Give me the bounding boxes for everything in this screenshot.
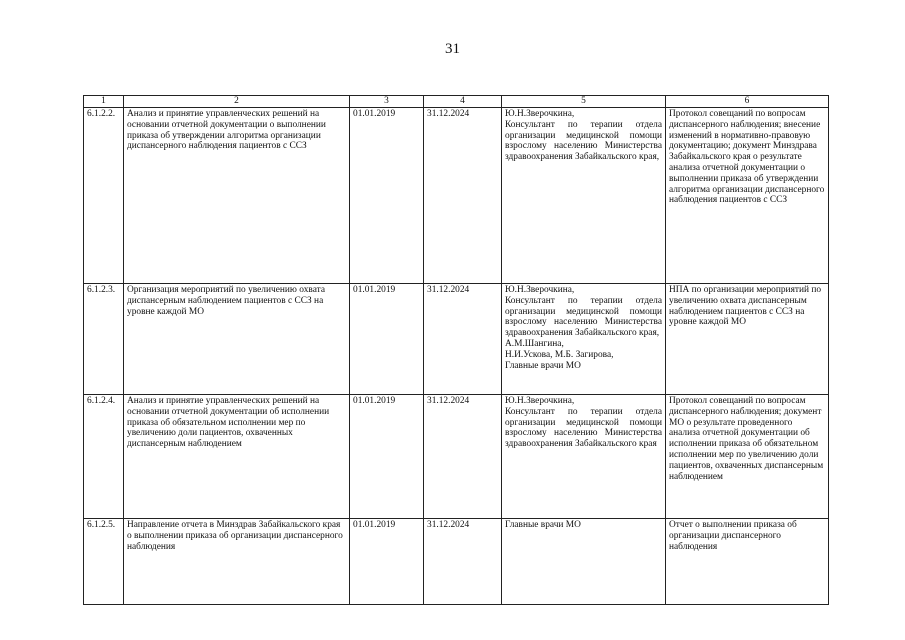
end-date-cell: 31.12.2024 [424,108,502,284]
column-header: 3 [350,96,424,108]
responsible-line: Консультант по терапии отдела организации медицинской помощи взрослому населению Министерства здравоохранения Забайкальского края, [505,119,662,163]
responsible-line: Ю.Н.Зверочкина, [505,396,575,406]
responsible-line: Консультант по терапии отдела организации медицинской помощи взрослому населению Министерства здравоохранения Забайкальского края [505,406,662,450]
end-date-cell: 31.12.2024 [424,519,502,605]
measures-table [83,95,829,605]
activity-cell: Анализ и принятие управленческих решений на основании отчетной документации об исполнении приказа об обязательном исполнении мер по увеличению доли пациентов, охваченных диспансерным наблюдением [124,395,350,519]
result-cell: НПА по организации мероприятий по увеличению охвата диспансерным наблюдением пациентов с ССЗ на уровне каждой МО [666,284,829,395]
column-header: 1 [84,96,124,108]
column-header: 6 [666,96,829,108]
table-row [84,108,829,284]
table-header-row [84,96,829,108]
item-number: 6.1.2.3. [84,284,124,395]
result-cell: Отчет о выполнении приказа об организации диспансерного наблюдения [666,519,829,605]
responsible-cell [502,284,666,395]
item-number: 6.1.2.4. [84,395,124,519]
table-row [84,284,829,395]
item-number: 6.1.2.2. [84,108,124,284]
end-date-cell: 31.12.2024 [424,395,502,519]
responsible-cell [502,395,666,519]
table-row [84,519,829,605]
column-header: 4 [424,96,502,108]
responsible-line: Ю.Н.Зверочкина, [505,109,575,119]
activity-cell: Направление отчета в Минздрав Забайкальского края о выполнении приказа об организации диспансерного наблюдения [124,519,350,605]
responsible-line: Главные врачи МО [505,360,581,371]
responsible-line: Главные врачи МО [505,520,581,530]
responsible-line: А.М.Шангина, [505,338,564,349]
end-date-cell: 31.12.2024 [424,284,502,395]
item-number: 6.1.2.5. [84,519,124,605]
responsible-line: Н.И.Ускова, М.Б. Загирова, [505,349,614,360]
responsible-cell [502,108,666,284]
start-date-cell: 01.01.2019 [350,519,424,605]
responsible-line: Ю.Н.Зверочкина, [505,285,575,295]
responsible-cell [502,519,666,605]
result-cell: Протокол совещаний по вопросам диспансерного наблюдения; документ МО о результате проведенного анализа отчетной документации об исполнении приказа об обязательном исполнении мер по увеличению доли пациентов, охваченных диспансерным наблюдением [666,395,829,519]
activity-cell: Организация мероприятий по увеличению охвата диспансерным наблюдением пациентов с ССЗ на уровне каждой МО [124,284,350,395]
table-row [84,395,829,519]
start-date-cell: 01.01.2019 [350,395,424,519]
column-header: 5 [502,96,666,108]
column-header: 2 [124,96,350,108]
activity-cell: Анализ и принятие управленческих решений на основании отчетной документации о выполнении приказа об утверждении алгоритма организации диспансерного наблюдения пациентов с ССЗ [124,108,350,284]
start-date-cell: 01.01.2019 [350,284,424,395]
page-number: 31 [445,41,460,57]
result-cell: Протокол совещаний по вопросам диспансерного наблюдения; внесение изменений в нормативно-правовую документацию; документ Минздрава Забайкальского края о результате анализа отчетной документации о выполнении приказа об утверждении алгоритма организации диспансерного наблюдения пациентов с ССЗ [666,108,829,284]
responsible-line: Консультант по терапии отдела организации медицинской помощи взрослому населению Министерства здравоохранения Забайкальского края, [505,295,662,339]
start-date-cell: 01.01.2019 [350,108,424,284]
